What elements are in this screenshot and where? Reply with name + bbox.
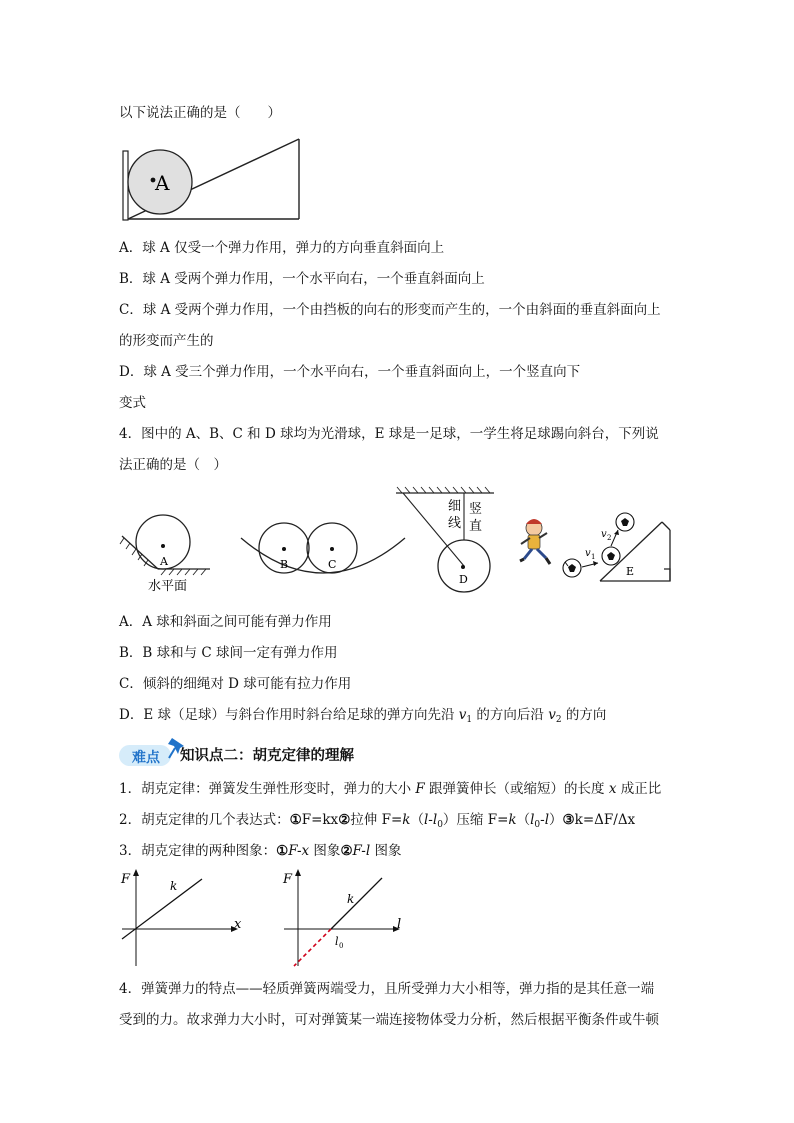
q3-option-c-cont: 的形变而产生的 xyxy=(119,333,214,349)
svg-text:l: l xyxy=(335,935,339,948)
svg-text:E: E xyxy=(626,565,635,578)
svg-text:1: 1 xyxy=(591,553,596,561)
scene-d xyxy=(396,487,494,592)
soccer-ball-icon xyxy=(616,513,634,531)
svg-text:l: l xyxy=(397,917,402,932)
svg-text:0: 0 xyxy=(339,942,344,950)
svg-text:C: C xyxy=(328,558,337,571)
figure-four-scenes xyxy=(118,486,678,596)
svg-text:直: 直 xyxy=(469,519,483,534)
svg-text:线: 线 xyxy=(448,516,462,531)
graph-f-x xyxy=(118,866,248,971)
bowl xyxy=(241,538,405,573)
scene-bc xyxy=(241,523,405,573)
student-kicker-icon xyxy=(520,519,550,564)
figure-ball-on-incline xyxy=(118,138,303,223)
svg-text:v: v xyxy=(585,548,591,559)
scene-a xyxy=(120,515,210,594)
q3-option-b: B．球 A 受两个弹力作用，一个水平向右，一个垂直斜面向上 xyxy=(119,271,485,287)
line-k xyxy=(331,878,382,929)
svg-text:竖: 竖 xyxy=(469,502,483,517)
ball-a-label: A xyxy=(155,171,170,195)
line-k xyxy=(122,879,202,939)
svg-text:v: v xyxy=(601,529,607,540)
svg-text:B: B xyxy=(280,558,289,571)
q3-option-c: C．球 A 受两个弹力作用，一个由挡板的向右的形变而产生的，一个由斜面的垂直斜面向上 xyxy=(119,302,661,318)
svg-text:k: k xyxy=(347,892,355,906)
svg-text:2: 2 xyxy=(607,534,612,542)
section-title: 知识点二：胡克定律的理解 xyxy=(180,747,354,764)
q3-stem: 以下说法正确的是（ ） xyxy=(119,105,281,121)
soccer-ball-icon xyxy=(602,547,620,565)
svg-text:F: F xyxy=(283,872,293,887)
variant-label: 变式 xyxy=(119,395,146,411)
q4-option-b: B．B 球和与 C 球间一定有弹力作用 xyxy=(119,645,338,661)
ground-label: 水平面 xyxy=(148,579,188,594)
point-4-line1: 4．弹簧弹力的特点——轻质弹簧两端受力，且所受弹力大小相等，弹力指的是其任意一端 xyxy=(119,981,655,997)
svg-text:x: x xyxy=(234,917,242,932)
soccer-ball-icon xyxy=(563,559,581,577)
q4-stem-line2: 法正确的是（ ） xyxy=(119,457,227,473)
point-4-line2: 受到的力。故求弹力大小时，可对弹簧某一端连接物体受力分析，然后根据平衡条件或牛顿 xyxy=(119,1012,659,1028)
extrapolated-dashed-line xyxy=(294,929,331,966)
svg-text:F: F xyxy=(121,872,131,887)
svg-text:细: 细 xyxy=(448,499,462,514)
wall-board xyxy=(123,151,128,220)
point-2: 2．胡克定律的几个表达式：①F=kx②拉伸 $F=k(l-l_0)$压缩 $F=k(l_0-l)③k=\Delta F/\Delta x$ xyxy=(119,812,636,830)
svg-text:D: D xyxy=(459,573,468,586)
q4-stem-line1: 4．图中的 A、B、C 和 D 球均为光滑球，E 球是一足球，一学生将足球踢向斜台，下列说 xyxy=(119,426,659,442)
graph-f-l xyxy=(280,866,410,971)
q3-option-a: A．球 A 仅受一个弹力作用，弹力的方向垂直斜面向上 xyxy=(119,240,445,256)
point-1: 1．胡克定律：弹簧发生弹性形变时，弹力的大小 F 跟弹簧伸长（或缩短）的长度 x 成正比 xyxy=(119,781,662,797)
difficulty-badge xyxy=(119,742,177,768)
svg-text:k: k xyxy=(170,879,178,893)
q4-option-d: D．E 球（足球）与斜台作用时斜台给足球的弹方向先沿 $v_1$ 的方向后沿 $v_2$ 的方向 xyxy=(119,707,607,725)
q3-option-d: D．球 A 受三个弹力作用，一个水平向右，一个垂直斜面向上，一个竖直向下 xyxy=(119,364,581,380)
scene-e xyxy=(520,513,670,581)
q4-option-a: A．A 球和斜面之间可能有弹力作用 xyxy=(119,614,332,630)
svg-text:A: A xyxy=(160,555,168,568)
badge-label: 难点 xyxy=(132,750,160,766)
point-3: 3．胡克定律的两种图象：①F-x 图象②F-l 图象 xyxy=(119,843,402,859)
q4-option-c: C．倾斜的细绳对 D 球可能有拉力作用 xyxy=(119,676,352,692)
